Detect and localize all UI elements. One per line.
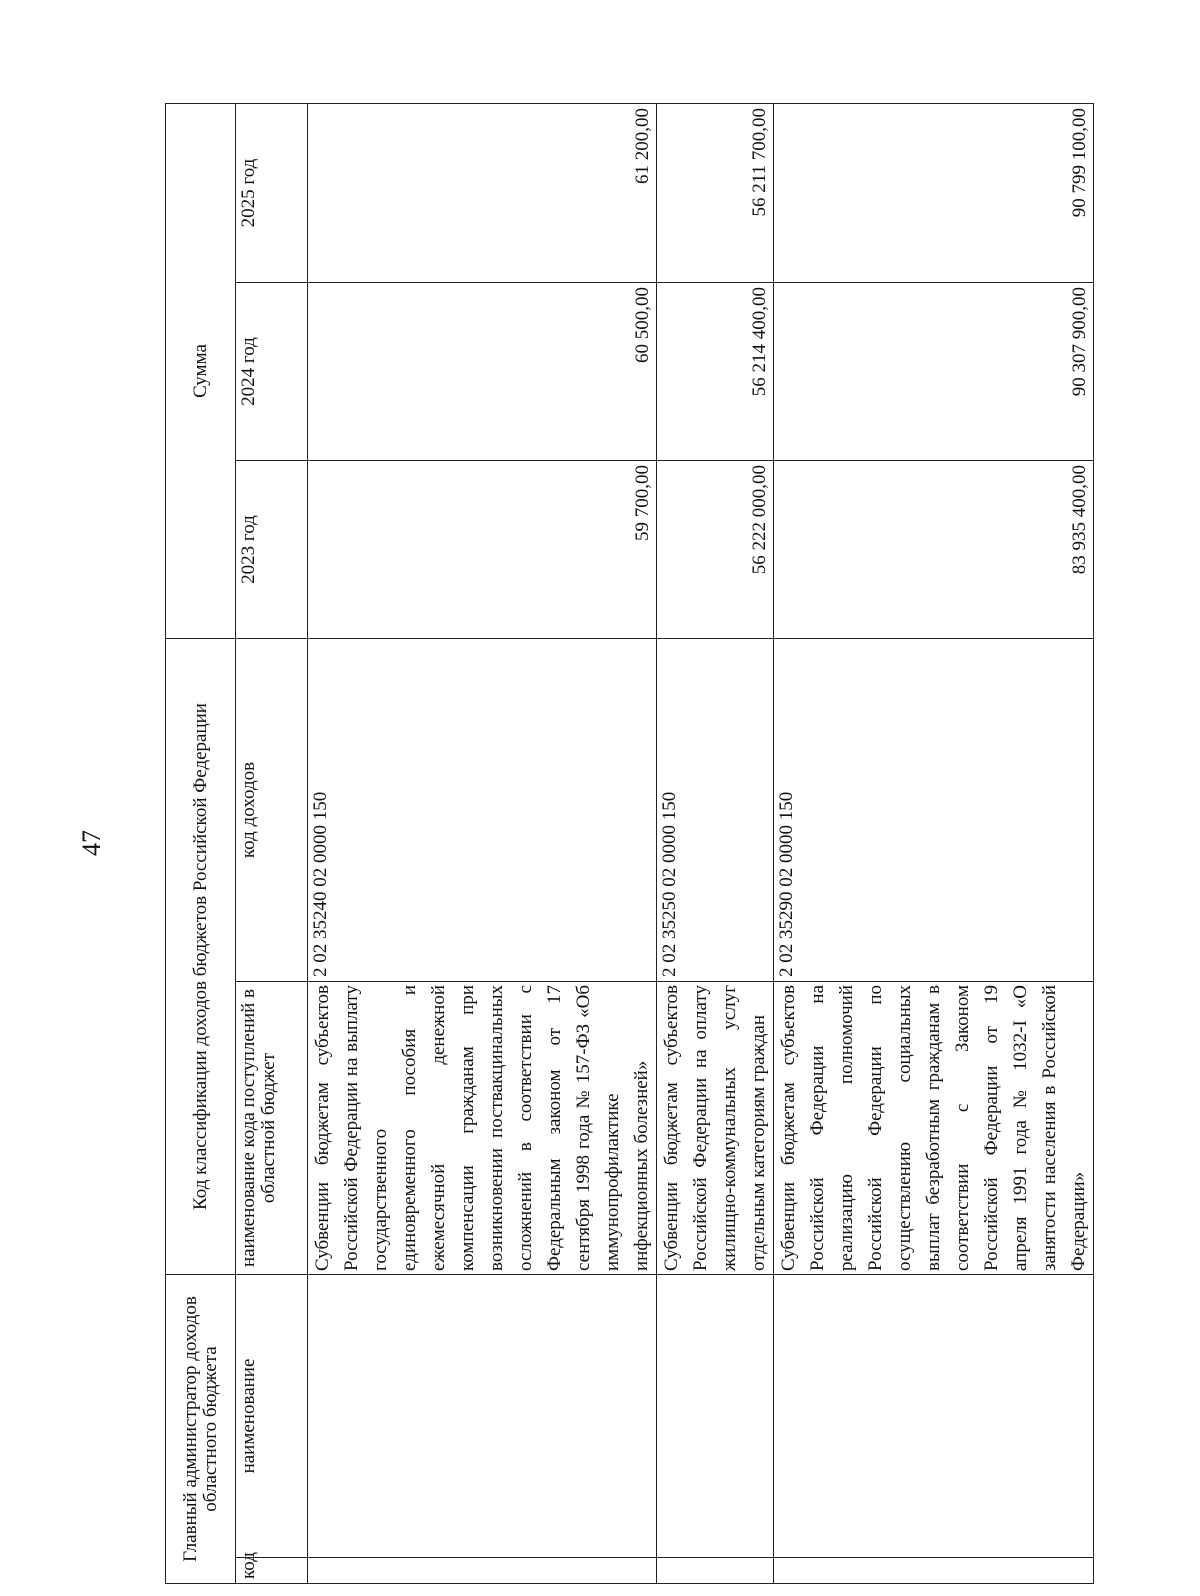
row-code — [308, 1558, 657, 1584]
table-row — [774, 104, 1094, 1584]
row-income-name: Субвенции бюджетам субъектов Российской Федерации на оплату жилищно-коммунальных услуг отдельным категориям граждан — [657, 982, 774, 1275]
row-amount-2024: 90 307 900,00 — [774, 283, 1094, 461]
row-amount-2024: 56 214 400,00 — [657, 283, 774, 461]
row-amount-2024: 60 500,00 — [308, 283, 657, 461]
row-income-code: 2 02 35240 02 0000 150 — [308, 639, 657, 982]
rotated-table-container — [165, 104, 1090, 1584]
row-income-code: 2 02 35290 02 0000 150 — [774, 639, 1094, 982]
row-income-name: Субвенции бюджетам субъектов Российской Федерации на выплату государственного единовременного пособия и ежемесячной денежной компенсации гражданам при возникновении поствакцинальных осложнений в соответствии с Федеральным законом от 17 сентября 1998 года № 157-ФЗ «Об иммунопрофилактике инфекционных болезней» — [308, 982, 657, 1275]
header-code: код — [236, 1558, 308, 1584]
header-name: наименование — [236, 1275, 308, 1558]
header-admin-group: Главный администратор доходов областного бюджета — [166, 1275, 236, 1584]
row-name — [774, 1275, 1094, 1558]
income-classification-table — [165, 103, 1094, 1584]
row-amount-2023: 59 700,00 — [308, 461, 657, 639]
row-amount-2023: 83 935 400,00 — [774, 461, 1094, 639]
row-name — [308, 1275, 657, 1558]
header-2024: 2024 год — [236, 283, 308, 461]
table-row — [657, 104, 774, 1584]
row-amount-2023: 56 222 000,00 — [657, 461, 774, 639]
header-sum-group: Сумма — [166, 104, 236, 639]
header-2025: 2025 год — [236, 104, 308, 283]
header-income-code: код доходов — [236, 639, 308, 982]
row-amount-2025: 61 200,00 — [308, 104, 657, 283]
row-income-code: 2 02 35250 02 0000 150 — [657, 639, 774, 982]
row-income-name: Субвенции бюджетам субъектов Российской Федерации на реализацию полномочий Российской Федерации по осуществлению социальных выплат безработным гражданам в соответствии с Законом Российской Федерации от 19 апреля 1991 года № 1032-I «О занятости населения в Российской Федерации» — [774, 982, 1094, 1275]
table-row — [308, 104, 657, 1584]
row-amount-2025: 90 799 100,00 — [774, 104, 1094, 283]
row-code — [657, 1558, 774, 1584]
row-amount-2025: 56 211 700,00 — [657, 104, 774, 283]
header-row-columns — [236, 104, 308, 1584]
header-income-name: наименование кода поступлений в областной бюджет — [236, 982, 308, 1275]
page-number: 47 — [77, 830, 106, 856]
header-classification-group: Код классификации доходов бюджетов Российской Федерации — [166, 639, 236, 1275]
header-row-groups — [166, 104, 236, 1584]
row-name — [657, 1275, 774, 1558]
row-code — [774, 1558, 1094, 1584]
header-2023: 2023 год — [236, 461, 308, 639]
